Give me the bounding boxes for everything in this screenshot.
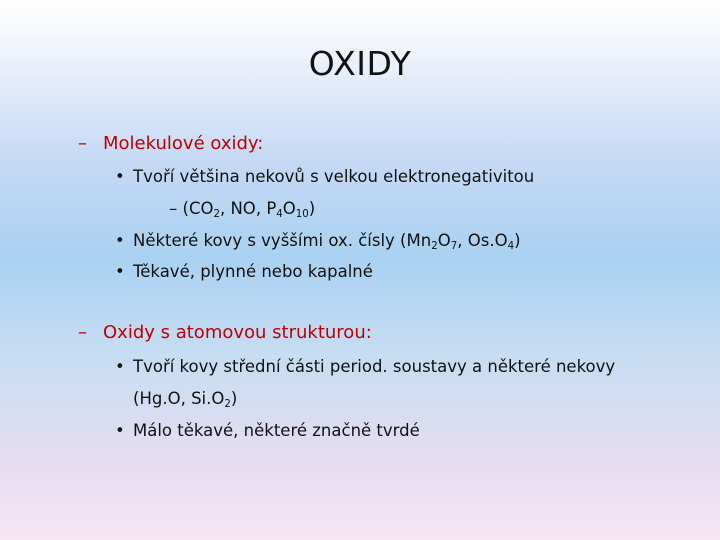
bullet-item [115, 167, 534, 186]
subscript: 2 [224, 399, 231, 411]
bullet-item [115, 231, 521, 253]
subscript: 2 [213, 209, 220, 221]
subscript: 10 [295, 209, 309, 221]
formula-hgo: Hg.O [139, 389, 181, 408]
formula-mn2o7: Mn [406, 231, 432, 250]
level1-marker: – [78, 322, 87, 343]
formula-sio2: Si.O [191, 389, 225, 408]
separator: , [180, 389, 192, 408]
formula-p4o10: P [266, 199, 277, 218]
paren-open: – ( [169, 199, 189, 218]
separator: , [219, 199, 231, 218]
bullet-item [115, 262, 373, 281]
paren-close: ) [308, 199, 316, 218]
separator: , [255, 199, 267, 218]
formula-co2: CO [188, 199, 214, 218]
subscript: 2 [431, 241, 438, 253]
slide-title: OXIDY [308, 44, 412, 83]
section-heading-molekulove [78, 133, 263, 154]
bullet-text: Tvoří kovy střední části period. soustavy a některé nekovy [133, 357, 616, 376]
bullet-continuation [169, 199, 316, 221]
paren-close: ) [514, 231, 521, 250]
formula-oso4: Os.O [467, 231, 508, 250]
section-heading-label: Oxidy s atomovou strukturou: [103, 322, 372, 343]
section-heading-label: Molekulové oxidy: [103, 133, 264, 154]
bullet-marker: • [115, 231, 125, 250]
bullet-item [115, 421, 420, 440]
bullet-marker: • [115, 262, 125, 281]
subscript: 4 [276, 209, 283, 221]
bullet-text: Tvoří většina nekovů s velkou elektronegativitou [133, 167, 535, 186]
level1-marker: – [78, 133, 87, 154]
bullet-marker: • [115, 357, 125, 376]
paren-open: ( [133, 389, 140, 408]
bullet-marker: • [115, 421, 125, 440]
subscript: 4 [507, 241, 515, 253]
formula-p4o10-o: O [282, 199, 296, 218]
formula-mn2o7-o: O [437, 231, 451, 250]
separator: , [457, 231, 468, 250]
section-heading-atomove [78, 322, 372, 343]
bullet-item [115, 357, 615, 376]
paren-close: ) [230, 389, 238, 408]
bullet-continuation [133, 389, 238, 411]
subscript: 7 [450, 241, 458, 253]
bullet-text: Těkavé, plynné nebo kapalné [133, 262, 373, 281]
bullet-text: Některé kovy s vyššími ox. čísly ( [133, 231, 407, 250]
formula-no: NO [230, 199, 256, 218]
bullet-text: Málo těkavé, některé značně tvrdé [133, 421, 420, 440]
bullet-marker: • [115, 167, 125, 186]
